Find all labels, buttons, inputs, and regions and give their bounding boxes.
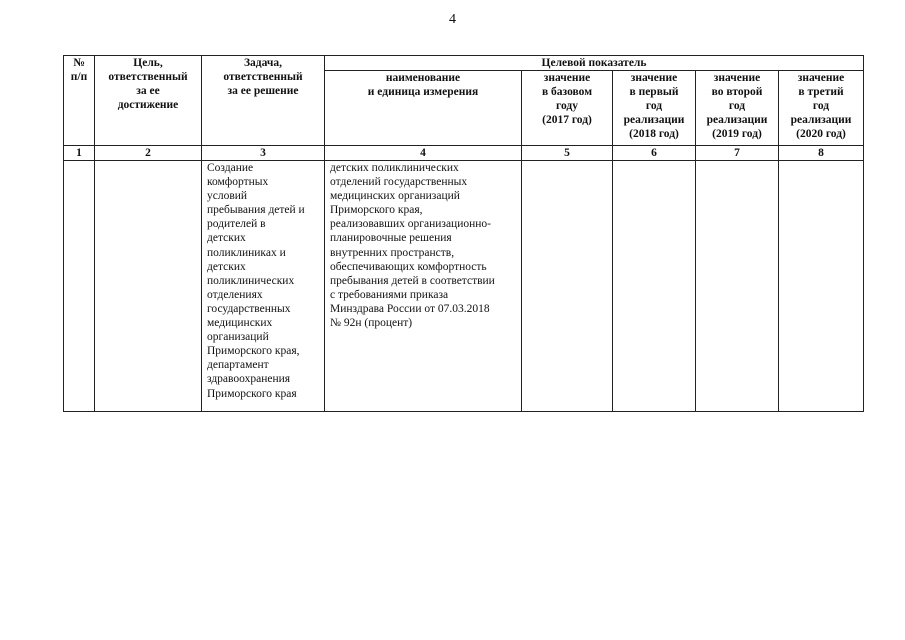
cell-base-value: [522, 161, 613, 412]
indicator-text: детских поликлинических отделений государственных медицинских организаций Приморского края, реализовавших организационно- планировочные решения внутренних пространств, обеспечивающих комфортность пребывания детей в соответствии с требованиями приказа Минздрава России от 07.03.2018 № 92н (процент): [330, 162, 495, 330]
task-text: Создание комфортных условий пребывания детей и родителей в детских поликлиниках и детских поликлинических отделениях государственных медицинских организаций Приморского края, департамент здравоохранения Приморского края: [207, 162, 305, 400]
cell-goal: [95, 161, 202, 412]
column-number: 7: [696, 146, 779, 161]
header-target-indicator: Целевой показатель: [325, 56, 864, 71]
header-year-3: значение в третий год реализации (2020 год): [779, 71, 864, 146]
header-year-1: значение в первый год реализации (2018 год): [613, 71, 696, 146]
header-task: Задача, ответственный за ее решение: [202, 56, 325, 146]
header-goal: Цель, ответственный за ее достижение: [95, 56, 202, 146]
column-number: 5: [522, 146, 613, 161]
column-number: 1: [64, 146, 95, 161]
column-number: 2: [95, 146, 202, 161]
column-number: 3: [202, 146, 325, 161]
column-number: 4: [325, 146, 522, 161]
column-number: 8: [779, 146, 864, 161]
table-row: [64, 161, 864, 412]
cell-task: [202, 161, 325, 412]
header-number: № п/п: [64, 56, 95, 146]
page-number: 4: [449, 12, 456, 27]
cell-year-1-value: [613, 161, 696, 412]
target-indicators-table: [63, 55, 864, 412]
cell-year-2-value: [696, 161, 779, 412]
header-year-2: значение во второй год реализации (2019 год): [696, 71, 779, 146]
header-indicator-name: наименование и единица измерения: [325, 71, 522, 146]
column-number: 6: [613, 146, 696, 161]
cell-number: [64, 161, 95, 412]
cell-year-3-value: [779, 161, 864, 412]
cell-indicator-name: [325, 161, 522, 412]
header-base-year: значение в базовом году (2017 год): [522, 71, 613, 146]
